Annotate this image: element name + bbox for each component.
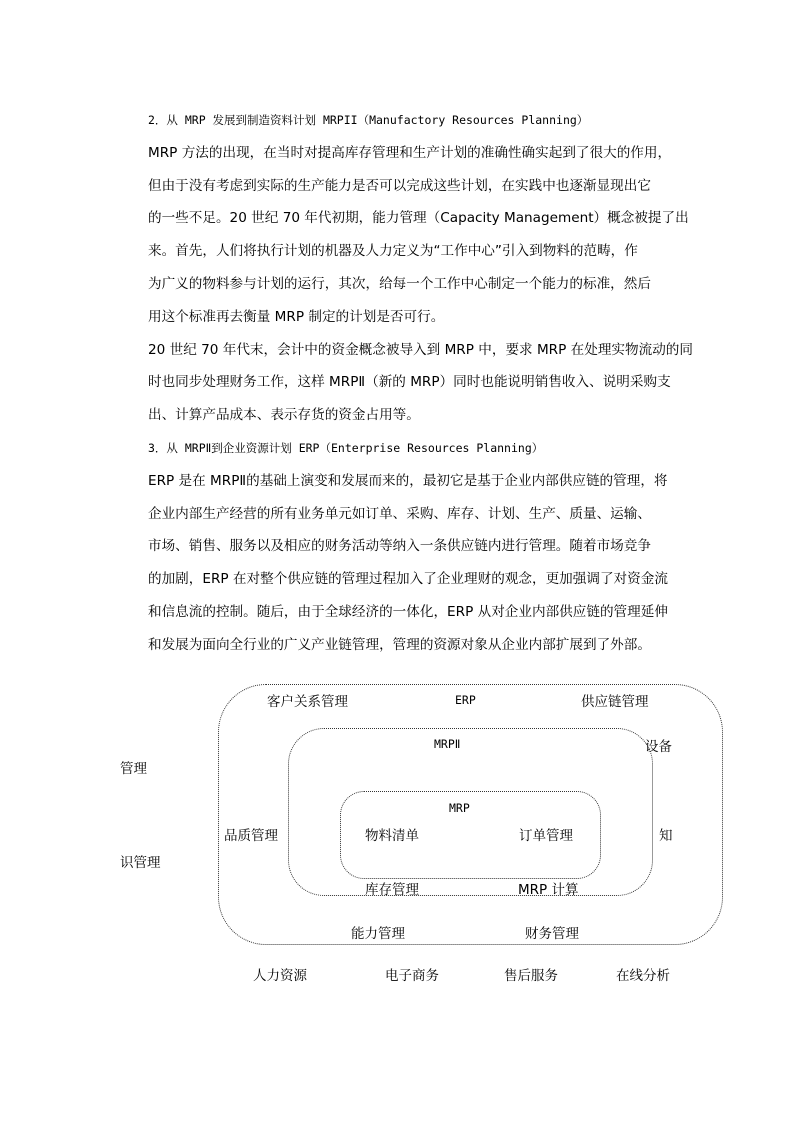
knowledge-mgmt-label: 识管理 [120,855,161,871]
paragraph-line: MRP 方法的出现，在当时对提高库存管理和生产计划的准确性确实起到了很大的作用， [148,144,672,161]
erp-ring [218,684,723,945]
crm-label: 客户关系管理 [267,694,348,710]
mrp-core [340,791,601,879]
section-heading-2: 2．从 MRP 发展到制造资料计划 MRPII（Manufactory Resources Planning） [148,113,589,127]
paragraph-line: 20 世纪 70 年代末，会计中的资金概念被导入到 MRP 中，要求 MRP 在处理实物流动的同 [148,341,693,358]
capacity-label: 能力管理 [351,926,405,942]
management-label: 管理 [120,761,147,777]
paragraph-line: 出、计算产品成本、表示存货的资金占用等。 [148,407,420,424]
erp-title: ERP [455,693,476,707]
mrp-calc-label: MRP 计算 [518,882,579,898]
paragraph-line: 来。首先，人们将执行计划的机器及人力定义为“工作中心”引入到物料的范畴，作 [148,243,638,260]
paragraph-line: 的一些不足。20 世纪 70 年代初期，能力管理（Capacity Management）概念被提了出 [148,210,689,227]
zhi-label: 知 [659,828,673,844]
hr-label: 人力资源 [253,968,307,984]
olap-label: 在线分析 [616,968,670,984]
paragraph-line: 为广义的物料参与计划的运行，其次，给每一个工作中心制定一个能力的标准，然后 [148,275,651,292]
paragraph-line: 和信息流的控制。随后，由于全球经济的一体化，ERP 从对企业内部供应链的管理延伸 [148,603,668,620]
bom-label: 物料清单 [365,828,419,844]
paragraph-line: 和发展为面向全行业的广义产业链管理，管理的资源对象从企业内部扩展到了外部。 [148,636,651,653]
scm-label: 供应链管理 [581,694,649,710]
paragraph-line: 的加剧，ERP 在对整个供应链的管理过程加入了企业理财的观念，更加强调了对资金流 [148,571,668,588]
mrp-title: MRP [449,801,470,815]
mrp2-title: MRPⅡ [434,737,461,751]
mrp2-ring [288,728,653,896]
inventory-label: 库存管理 [365,882,419,898]
paragraph-line: 企业内部生产经营的所有业务单元如订单、采购、库存、计划、生产、质量、运输、 [148,505,651,522]
ecommerce-label: 电子商务 [385,968,439,984]
quality-label: 品质管理 [224,828,278,844]
section-heading-3: 3．从 MRPⅡ到企业资源计划 ERP（Enterprise Resources Planning） [148,440,544,455]
equipment-label: 设备 [645,739,672,755]
paragraph-line: 用这个标准再去衡量 MRP 制定的计划是否可行。 [148,308,445,325]
document-body [148,104,693,662]
finance-label: 财务管理 [525,926,579,942]
order-label: 订单管理 [519,828,573,844]
paragraph-line: 但由于没有考虑到实际的生产能力是否可以完成这些计划，在实践中也逐渐显现出它 [148,177,651,194]
paragraph-line: 时也同步处理财务工作，这样 MRPⅡ（新的 MRP）同时也能说明销售收入、说明采购支 [148,374,671,391]
after-sales-label: 售后服务 [504,968,558,984]
paragraph-line: 市场、销售、服务以及相应的财务活动等纳入一条供应链内进行管理。随着市场竞争 [148,538,651,555]
paragraph-line: ERP 是在 MRPⅡ的基础上演变和发展而来的，最初它是基于企业内部供应链的管理，将 [148,472,668,489]
